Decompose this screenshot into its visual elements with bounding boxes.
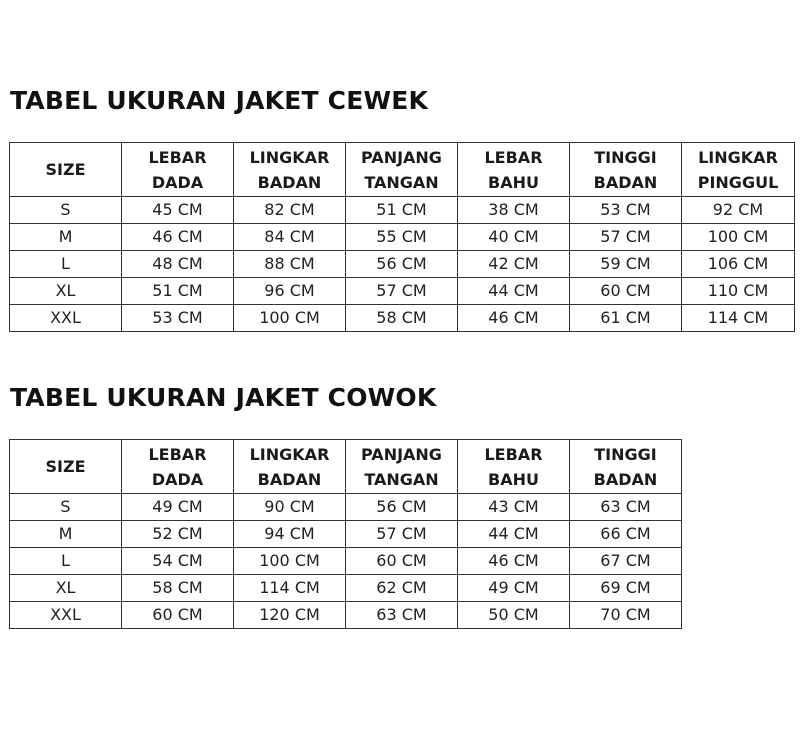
column-header-label: TANGAN xyxy=(364,172,439,192)
measurement-cell: 61 CM xyxy=(570,305,682,332)
column-header-label: SIZE xyxy=(45,160,86,179)
measurement-cell: 114 CM xyxy=(234,575,346,602)
column-header-label: BADAN xyxy=(257,172,322,192)
column-header-label: BADAN xyxy=(593,469,658,489)
table-row xyxy=(10,548,682,575)
size-table-jaket-cowok xyxy=(9,439,682,629)
table-header-row xyxy=(10,143,795,197)
column-header-label: DADA xyxy=(151,469,204,489)
measurement-cell: 110 CM xyxy=(682,278,795,305)
column-header-label: LEBAR xyxy=(148,444,207,464)
measurement-cell: 42 CM xyxy=(458,251,570,278)
column-header-label: DADA xyxy=(151,172,204,192)
column-header-label: BADAN xyxy=(257,469,322,489)
size-cell: S xyxy=(10,197,122,224)
measurement-cell: 100 CM xyxy=(234,305,346,332)
size-cell: L xyxy=(10,251,122,278)
measurement-cell: 51 CM xyxy=(122,278,234,305)
size-cell: XXL xyxy=(10,305,122,332)
measurement-cell: 46 CM xyxy=(122,224,234,251)
measurement-cell: 48 CM xyxy=(122,251,234,278)
title-jaket-cowok: TABEL UKURAN JAKET COWOK xyxy=(10,383,437,412)
measurement-cell: 92 CM xyxy=(682,197,795,224)
measurement-cell: 53 CM xyxy=(570,197,682,224)
measurement-cell: 60 CM xyxy=(570,278,682,305)
measurement-cell: 88 CM xyxy=(234,251,346,278)
table-header-row xyxy=(10,440,682,494)
column-header xyxy=(346,143,458,197)
measurement-cell: 50 CM xyxy=(458,602,570,629)
measurement-cell: 46 CM xyxy=(458,305,570,332)
column-header-label: BADAN xyxy=(593,172,658,192)
measurement-cell: 106 CM xyxy=(682,251,795,278)
measurement-cell: 57 CM xyxy=(570,224,682,251)
column-header-label: LEBAR xyxy=(148,147,207,167)
measurement-cell: 43 CM xyxy=(458,494,570,521)
measurement-cell: 62 CM xyxy=(346,575,458,602)
column-header xyxy=(458,143,570,197)
column-header-label: LINGKAR xyxy=(249,147,330,167)
size-cell: XXL xyxy=(10,602,122,629)
size-cell: M xyxy=(10,224,122,251)
measurement-cell: 63 CM xyxy=(570,494,682,521)
measurement-cell: 84 CM xyxy=(234,224,346,251)
measurement-cell: 54 CM xyxy=(122,548,234,575)
measurement-cell: 44 CM xyxy=(458,521,570,548)
column-header xyxy=(570,143,682,197)
measurement-cell: 52 CM xyxy=(122,521,234,548)
column-header-label: LINGKAR xyxy=(249,444,330,464)
measurement-cell: 100 CM xyxy=(682,224,795,251)
measurement-cell: 53 CM xyxy=(122,305,234,332)
measurement-cell: 57 CM xyxy=(346,278,458,305)
column-header xyxy=(122,440,234,494)
table-row xyxy=(10,521,682,548)
measurement-cell: 70 CM xyxy=(570,602,682,629)
measurement-cell: 120 CM xyxy=(234,602,346,629)
measurement-cell: 82 CM xyxy=(234,197,346,224)
measurement-cell: 59 CM xyxy=(570,251,682,278)
column-header xyxy=(10,440,122,494)
measurement-cell: 69 CM xyxy=(570,575,682,602)
column-header-label: BAHU xyxy=(488,172,539,192)
column-header xyxy=(346,440,458,494)
table-row xyxy=(10,305,795,332)
measurement-cell: 45 CM xyxy=(122,197,234,224)
measurement-cell: 57 CM xyxy=(346,521,458,548)
measurement-cell: 96 CM xyxy=(234,278,346,305)
table-row xyxy=(10,575,682,602)
measurement-cell: 58 CM xyxy=(122,575,234,602)
measurement-cell: 90 CM xyxy=(234,494,346,521)
column-header-label: PANJANG xyxy=(361,147,442,167)
measurement-cell: 49 CM xyxy=(122,494,234,521)
size-table-jaket-cewek xyxy=(9,142,795,332)
measurement-cell: 114 CM xyxy=(682,305,795,332)
column-header xyxy=(570,440,682,494)
column-header-label: LEBAR xyxy=(484,444,543,464)
table-row xyxy=(10,494,682,521)
table-row xyxy=(10,278,795,305)
measurement-cell: 51 CM xyxy=(346,197,458,224)
column-header-label: TANGAN xyxy=(364,469,439,489)
column-header xyxy=(122,143,234,197)
column-header-label: BAHU xyxy=(488,469,539,489)
measurement-cell: 55 CM xyxy=(346,224,458,251)
measurement-cell: 100 CM xyxy=(234,548,346,575)
table-row xyxy=(10,197,795,224)
table-row xyxy=(10,251,795,278)
column-header-label: LINGKAR xyxy=(698,147,778,167)
measurement-cell: 56 CM xyxy=(346,251,458,278)
measurement-cell: 60 CM xyxy=(122,602,234,629)
table-row xyxy=(10,602,682,629)
measurement-cell: 49 CM xyxy=(458,575,570,602)
column-header xyxy=(234,143,346,197)
size-cell: XL xyxy=(10,278,122,305)
table-row xyxy=(10,224,795,251)
size-cell: XL xyxy=(10,575,122,602)
column-header xyxy=(10,143,122,197)
measurement-cell: 38 CM xyxy=(458,197,570,224)
column-header xyxy=(458,440,570,494)
column-header-label: PANJANG xyxy=(361,444,442,464)
measurement-cell: 44 CM xyxy=(458,278,570,305)
measurement-cell: 56 CM xyxy=(346,494,458,521)
size-cell: S xyxy=(10,494,122,521)
measurement-cell: 67 CM xyxy=(570,548,682,575)
column-header-label: PINGGUL xyxy=(697,172,779,192)
size-cell: L xyxy=(10,548,122,575)
measurement-cell: 66 CM xyxy=(570,521,682,548)
measurement-cell: 40 CM xyxy=(458,224,570,251)
size-cell: M xyxy=(10,521,122,548)
measurement-cell: 60 CM xyxy=(346,548,458,575)
column-header-label: SIZE xyxy=(45,457,86,476)
title-jaket-cewek: TABEL UKURAN JAKET CEWEK xyxy=(10,86,429,115)
column-header xyxy=(234,440,346,494)
measurement-cell: 46 CM xyxy=(458,548,570,575)
measurement-cell: 94 CM xyxy=(234,521,346,548)
column-header-label: TINGGI xyxy=(594,444,657,464)
measurement-cell: 58 CM xyxy=(346,305,458,332)
measurement-cell: 63 CM xyxy=(346,602,458,629)
column-header xyxy=(682,143,795,197)
column-header-label: TINGGI xyxy=(594,147,657,167)
column-header-label: LEBAR xyxy=(484,147,543,167)
